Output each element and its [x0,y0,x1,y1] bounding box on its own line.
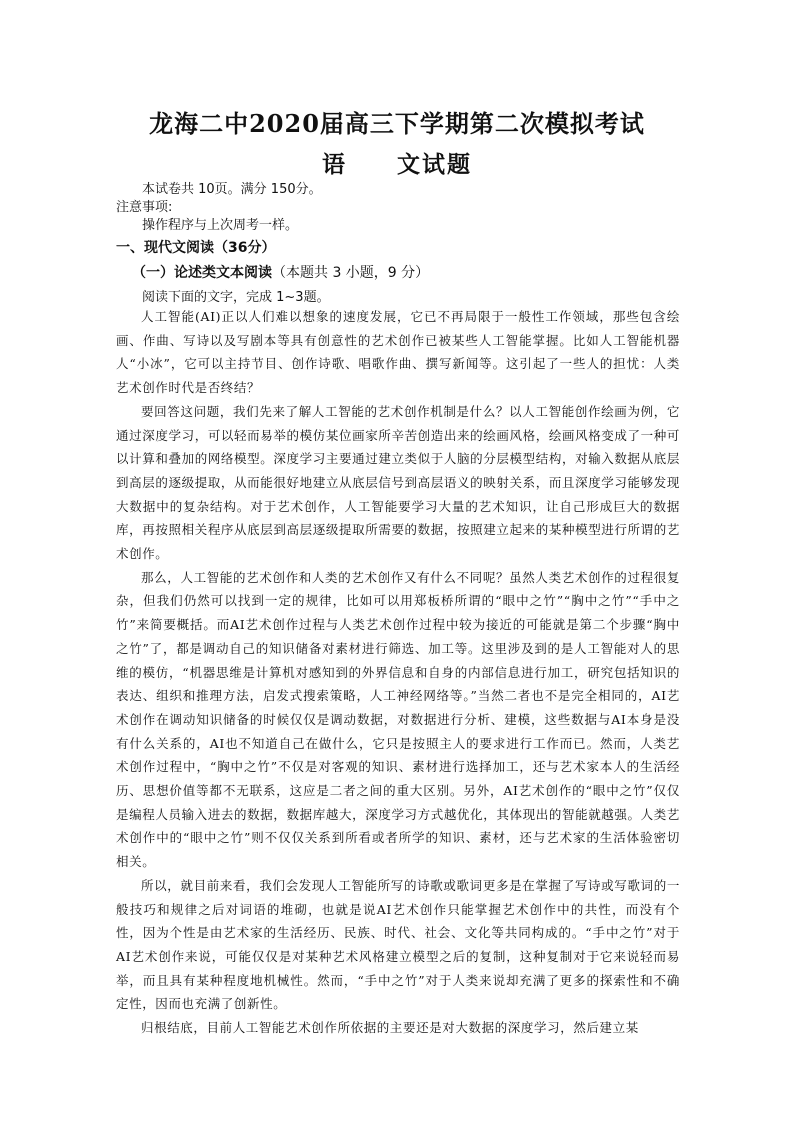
paragraph: 人工智能(AI)正以人们难以想象的速度发展，它已不再局限于一般性工作领域，那些包含绘画、作曲、写诗以及写剧本等具有创意性的艺术创作已被某些人工智能掌握。比如人工智能机器人“小冰”，它可以主持节目、创作诗歌、唱歌作曲、撰写新闻等。这引起了一些人的担忧：人类艺术创作时代是否终结？ [116,309,680,396]
exam-subtitle: 语 文试题 [322,151,472,178]
paragraph: 所以，就目前来看，我们会发现人工智能所写的诗歌或歌词更多是在掌握了写诗或写歌词的一般技巧和规律之后对词语的堆砌，也就是说AI艺术创作只能掌握艺术创作中的共性，而没有个性，因为个性是由艺术家的生活经历、民族、时代、社会、文化等共同构成的。“手中之竹”对于AI艺术创作来说，可能仅仅是对某种艺术风格建立模型之后的复制，这种复制对于它来说轻而易举，而且具有某种程度地机械性。然而，“手中之竹”对于人类来说却充满了更多的探索性和不确定性，因而也充满了创新性。 [116,877,680,1012]
sub-heading-rest: （本题共 3 小题，9 分） [272,265,430,281]
section-heading: 一、现代文阅读（36分） [116,240,276,256]
passage [116,305,680,1040]
exam-info: 本试卷共 10页。满分 150分。 [142,182,322,197]
paragraph: 那么，人工智能的艺术创作和人类的艺术创作又有什么不同呢？虽然人类艺术创作的过程很复杂，但我们仍然可以找到一定的规律，比如可以用郑板桥所谓的“眼中之竹”“胸中之竹”“手中之竹”来简要概括。而AI艺术创作过程与人类艺术创作过程中较为接近的可能就是第二个步骤“胸中之竹”了，都是调动自己的知识储备对素材进行筛选、加工等。这里涉及到的是人工智能对人的思维的模仿，“机器思维是计算机对感知到的外界信息和自身的内部信息进行加工，研究包括知识的表达、组织和推理方法，启发式搜索策略，人工神经网络等。”当然二者也不是完全相同的，AI艺术创作在调动知识储备的时候仅仅是调动数据，对数据进行分析、建模，这些数据与AI本身是没有什么关系的，AI也不知道自己在做什么，它只是按照主人的要求进行工作而已。然而，人类艺术创作过程中，“胸中之竹”不仅是对客观的知识、素材进行选择加工，还与艺术家本人的生活经历、思想价值等都不无联系，这应是二者之间的重大区别。另外，AI艺术创作的“眼中之竹”仅仅是编程人员输入进去的数据，数据库越大，深度学习方式越优化，其体现出的智能就越强。人类艺术创作中的“眼中之竹”则不仅仅关系到所看或者所学的知识、素材，还与艺术家的生活体验密切相关。 [116,569,680,870]
exam-title: 龙海二中2020届高三下学期第二次模拟考试 [149,109,645,138]
reading-instruction: 阅读下面的文字，完成 1~3题。 [142,290,330,305]
sub-heading [132,262,429,282]
paragraph: 要回答这问题，我们先来了解人工智能的艺术创作机制是什么？以人工智能创作绘画为例，它通过深度学习，可以轻而易举的模仿某位画家所辛苦创造出来的绘画风格，绘画风格变成了一种可以计算和叠加的网络模型。深度学习主要通过建立类似于人脑的分层模型结构，对输入数据从底层到高层的逐级提取，从而能很好地建立从底层信号到高层语义的映射关系，而且深度学习能够发现大数据中的复杂结构。对于艺术创作，人工智能要学习大量的艺术知识，让自己形成巨大的数据库，再按照相关程序从底层到高层逐级提取所需要的数据，按照建立起来的某种模型进行所谓的艺术创作。 [116,403,680,562]
notes-text: 操作程序与上次周考一样。 [142,218,299,233]
notes-label: 注意事项: [116,200,173,215]
paragraph: 归根结底，目前人工智能艺术创作所依据的主要还是对大数据的深度学习，然后建立某 [141,1020,639,1036]
sub-heading-bold: （一）论述类文本阅读 [132,265,272,281]
